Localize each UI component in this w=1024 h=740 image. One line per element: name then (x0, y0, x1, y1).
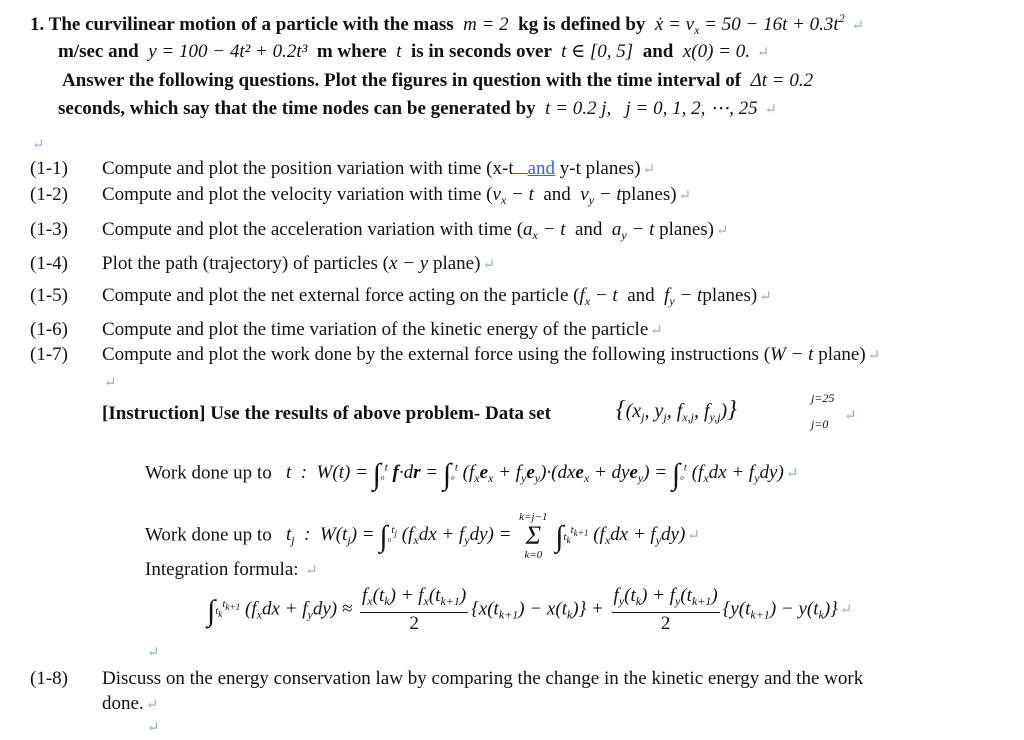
j-range: j = 0, 1, 2, ⋯, 25 (625, 98, 758, 119)
q1-5-text: Compute and plot the net external force acting on the particle ( (102, 285, 580, 306)
work-label-2: Work done up to (145, 524, 272, 546)
unit-line-start: m/sec and (58, 41, 139, 62)
integration-label-text: Integration formula: (145, 559, 299, 580)
q1-7: Compute and plot the work done by the external force using the following instructions (W − t plane) ↵ (102, 344, 881, 365)
q1-1: Compute and plot the position variation with time (x-t and y-t planes) ↵ (102, 158, 656, 179)
problem-number: 1. (30, 14, 45, 35)
q1-6: Compute and plot the time variation of the kinetic energy of the particle ↵ (102, 319, 663, 340)
q1-2-text: Compute and plot the velocity variation with time ( (102, 184, 493, 205)
problem-line-3 (62, 69, 813, 93)
q1-6-number: (1-6) (30, 319, 68, 340)
x0-condition: x(0) = 0. (682, 41, 751, 62)
q1-5-number: (1-5) (30, 285, 68, 306)
q1-1-link[interactable]: and (527, 158, 556, 179)
q1-8-line-1 (102, 667, 863, 691)
q1-4: Plot the path (trajectory) of particles (x − y plane) ↵ (102, 253, 496, 274)
t-range: t ∈ [0, 5] (561, 41, 634, 62)
xdot-rhs: = 50 − 16t + 0.3t (704, 14, 839, 35)
q1-8-number: (1-8) (30, 668, 68, 689)
q1-3-text: Compute and plot the acceleration variation with time ( (102, 219, 524, 240)
tj-eq: t = 0.2 j, (545, 98, 612, 119)
q1-2-number: (1-2) (30, 184, 68, 205)
integration-formula: $\int t_k^{t_{k+1}}$ $(f_xdx + f_ydy)$ ≈ $\frac{f_x(t_k) + f_x(t_{k+1})}{2}$ $\{x(t_{k+1}) - x(t_k)\}$ + $\frac{f_y(t_k) + f_y(t_{k+1})}{2}$ $\{y(t_{k+1}) - y(t_k)\}$ ↵ (207, 585, 853, 634)
integration-formula-label: Integration formula: ↵ (145, 559, 318, 580)
q1-3-number: (1-3) (30, 219, 68, 240)
q1-6-text: Compute and plot the time variation of the kinetic energy of the particle (102, 319, 649, 340)
dt-value: Δt = 0.2 (750, 70, 814, 91)
q1-4-number: (1-4) (30, 253, 68, 274)
q1-1-end: y-t planes) (559, 158, 641, 179)
mass-unit: kg is defined by (518, 14, 646, 35)
mass-equation: m = 2 (463, 14, 509, 35)
q1-3: Compute and plot the acceleration variation with time ($a_x - t$ and $a_y - t$ planes) ↵ (102, 219, 729, 242)
data-set-formula: {($x_j$, $y_j$, $f_{x,j}$, $f_{y,j}$)} (616, 397, 737, 424)
work-line-1: Work done up to t : W(t) = ∫₀$^t$ f·dr = ∫₀$^t$ $(f_xe_x + f_ye_y)\cdot(dxe_x + dye_y) = \int_0^t$ $(f_xdx + f_ydy)$ ↵ (145, 458, 799, 492)
xdot-eq: ẋ = v (654, 14, 695, 35)
q1-8-text-1: Discuss on the energy conservation law by comparing the change in the kinetic energy and the work (102, 668, 864, 689)
problem-line-2: m/sec and y = 100 − 4t² + 0.2t³ m where t is in seconds over t ∈ [0, 5] and x(0) = 0. ↵ (58, 41, 770, 62)
where-text: m where (316, 41, 387, 62)
q1-4-text: Plot the path (trajectory) of particles ( (102, 253, 390, 274)
t-var: t (396, 41, 402, 62)
q1-8-text-2: done. (102, 693, 144, 714)
and-text: and (642, 41, 674, 62)
q1-1-number: (1-1) (30, 158, 68, 179)
y-equation: y = 100 − 4t² + 0.2t³ (148, 41, 308, 62)
q1-7-number: (1-7) (30, 344, 68, 365)
q1-7-text: Compute and plot the work done by the external force using the following instructions ( (102, 344, 771, 365)
q1-1-text: Compute and plot the position variation with time (x-t (102, 158, 514, 179)
instruction-label: [Instruction] Use the results of above problem- Data set (102, 403, 551, 424)
q1-2: Compute and plot the velocity variation with time ($v_x - t$ and $v_y$ − tplanes) ↵ (102, 184, 692, 207)
q1-5: Compute and plot the net external force acting on the particle ($f_x - t$ and $f_y$ − tplanes) ↵ (102, 285, 772, 308)
work-line-2: Work done up to $t_j$ : $W(t_j) = \int_0^{t_j}$ $(f_xdx + f_ydy) = k=j-1$ Σ k=0 $\int t_k^{t_{k+1}}$ $(f_xdx + f_ydy)$ ↵ (145, 511, 700, 561)
work-label-1: Work done up to (145, 462, 272, 484)
seconds-text: is in seconds over (410, 41, 552, 62)
problem-intro: The curvilinear motion of a particle with the mass (48, 14, 454, 35)
problem-line-1: 1. The curvilinear motion of a particle with the mass m = 2 kg is defined by ẋ = $v_x = 50 - 16t + 0.3t^2$ ↵ (30, 11, 865, 37)
q1-8-line-2: done. ↵ (102, 693, 159, 714)
instruction-line (102, 402, 551, 426)
answer-line: Answer the following questions. Plot the figures in question with the time interval of (62, 70, 742, 91)
problem-line-4: seconds, which say that the time nodes can be generated by t = 0.2 j, j = 0, 1, 2, ⋯, 25 ↵ (58, 98, 777, 119)
nodes-text: seconds, which say that the time nodes can be generated by (58, 98, 536, 119)
